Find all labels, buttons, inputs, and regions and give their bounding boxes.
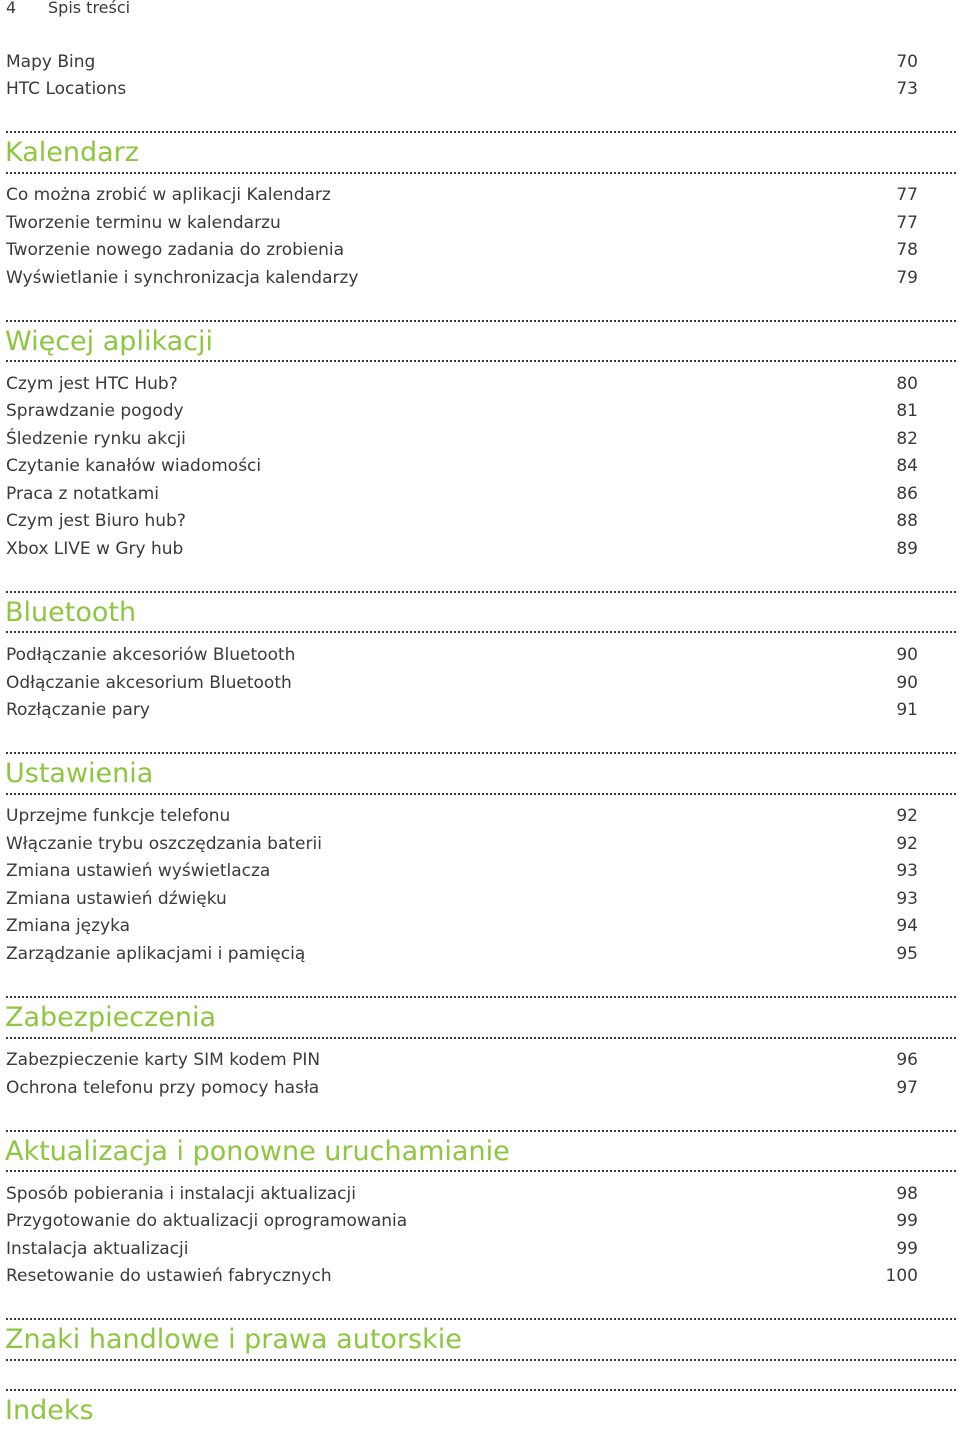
toc-entry-page: 73: [896, 79, 918, 99]
toc-entry-page: 93: [896, 861, 918, 881]
toc-entry-page: 84: [896, 456, 918, 476]
toc-entry[interactable]: [6, 912, 918, 940]
section-divider: [6, 591, 956, 593]
toc-entry-page: 82: [896, 429, 918, 449]
toc-entry-label: Czytanie kanałów wiadomości: [6, 456, 262, 476]
toc-entry[interactable]: [6, 480, 918, 508]
section-heading-zabezpieczenia[interactable]: Zabezpieczenia: [5, 1002, 217, 1033]
toc-entry-page: 97: [896, 1078, 918, 1098]
toc-entry-label: Xbox LIVE w Gry hub: [6, 539, 184, 559]
toc-entry[interactable]: [6, 397, 918, 425]
section-divider: [6, 996, 956, 998]
toc-entry[interactable]: [6, 75, 918, 103]
section-heading-wiecej-aplikacji[interactable]: Więcej aplikacji: [5, 326, 213, 357]
toc-entry[interactable]: [6, 885, 918, 913]
page-header-title: Spis treści: [48, 0, 131, 17]
toc-entry-label: Sposób pobierania i instalacji aktualizacji: [6, 1184, 356, 1204]
toc-entry-page: 92: [896, 806, 918, 826]
toc-entry[interactable]: [6, 830, 918, 858]
toc-entry-label: HTC Locations: [6, 79, 127, 99]
toc-entry-page: 98: [896, 1184, 918, 1204]
toc-entry[interactable]: [6, 1207, 918, 1235]
toc-entry-label: Zmiana języka: [6, 916, 131, 936]
toc-entry-label: Tworzenie terminu w kalendarzu: [6, 213, 281, 233]
section-divider: [6, 1037, 956, 1039]
toc-entry[interactable]: [6, 1180, 918, 1208]
toc-entry[interactable]: [6, 452, 918, 480]
toc-entry[interactable]: [6, 940, 918, 968]
toc-entry-label: Resetowanie do ustawień fabrycznych: [6, 1266, 332, 1286]
section-divider: [6, 1389, 956, 1391]
section-heading-aktualizacja[interactable]: Aktualizacja i ponowne uruchamianie: [5, 1136, 510, 1167]
toc-entry-page: 79: [896, 268, 918, 288]
toc-entry[interactable]: [6, 535, 918, 563]
toc-entry-label: Włączanie trybu oszczędzania baterii: [6, 834, 322, 854]
toc-entry-label: Rozłączanie pary: [6, 700, 150, 720]
section-heading-bluetooth[interactable]: Bluetooth: [5, 597, 137, 628]
section-heading-ustawienia[interactable]: Ustawienia: [5, 758, 154, 789]
toc-entry-page: 96: [896, 1050, 918, 1070]
toc-entry-page: 77: [896, 185, 918, 205]
toc-entry[interactable]: [6, 507, 918, 535]
toc-entry[interactable]: [6, 236, 918, 264]
section-divider: [6, 1359, 956, 1361]
toc-entry[interactable]: [6, 264, 918, 292]
toc-entry-page: 88: [896, 511, 918, 531]
toc-entry-page: 99: [896, 1211, 918, 1231]
toc-entry[interactable]: [6, 802, 918, 830]
toc-entry-label: Odłączanie akcesorium Bluetooth: [6, 673, 292, 693]
toc-entry[interactable]: [6, 696, 918, 724]
toc-entry-label: Śledzenie rynku akcji: [6, 429, 186, 449]
page-number: 4: [6, 0, 17, 17]
section-heading-kalendarz[interactable]: Kalendarz: [5, 137, 139, 168]
toc-entry-page: 90: [896, 645, 918, 665]
section-divider: [6, 320, 956, 322]
toc-entry[interactable]: [6, 857, 918, 885]
toc-entry-label: Czym jest HTC Hub?: [6, 374, 178, 394]
toc-entry-label: Co można zrobić w aplikacji Kalendarz: [6, 185, 331, 205]
toc-entry-page: 93: [896, 889, 918, 909]
toc-entry-label: Uprzejme funkcje telefonu: [6, 806, 231, 826]
toc-entry[interactable]: [6, 209, 918, 237]
toc-entry[interactable]: [6, 425, 918, 453]
toc-entry-page: 94: [896, 916, 918, 936]
toc-entry-page: 80: [896, 374, 918, 394]
toc-entry-page: 92: [896, 834, 918, 854]
section-heading-indeks[interactable]: Indeks: [5, 1395, 94, 1426]
section-divider: [6, 131, 956, 133]
toc-entry[interactable]: [6, 1074, 918, 1102]
toc-entry[interactable]: [6, 669, 918, 697]
toc-entry-page: 95: [896, 944, 918, 964]
toc-entry[interactable]: [6, 641, 918, 669]
toc-entry-label: Podłączanie akcesoriów Bluetooth: [6, 645, 296, 665]
section-heading-znaki-handlowe[interactable]: Znaki handlowe i prawa autorskie: [5, 1324, 462, 1355]
toc-entry-label: Wyświetlanie i synchronizacja kalendarzy: [6, 268, 359, 288]
section-divider: [6, 360, 956, 362]
toc-entry-page: 78: [896, 240, 918, 260]
toc-entry-label: Czym jest Biuro hub?: [6, 511, 186, 531]
toc-entry-label: Instalacja aktualizacji: [6, 1239, 189, 1259]
section-divider: [6, 631, 956, 633]
toc-entry[interactable]: [6, 1235, 918, 1263]
toc-entry-page: 90: [896, 673, 918, 693]
toc-entry-label: Zmiana ustawień dźwięku: [6, 889, 227, 909]
toc-entry-page: 81: [896, 401, 918, 421]
toc-entry-page: 100: [885, 1266, 918, 1286]
toc-entry-page: 70: [896, 52, 918, 72]
toc-entry[interactable]: [6, 1046, 918, 1074]
toc-entry-page: 91: [896, 700, 918, 720]
toc-entry-page: 86: [896, 484, 918, 504]
toc-entry[interactable]: [6, 48, 918, 76]
section-divider: [6, 1170, 956, 1172]
toc-entry[interactable]: [6, 1262, 918, 1290]
toc-entry-label: Sprawdzanie pogody: [6, 401, 184, 421]
toc-entry-label: Zarządzanie aplikacjami i pamięcią: [6, 944, 306, 964]
section-divider: [6, 793, 956, 795]
toc-entry[interactable]: [6, 181, 918, 209]
toc-entry[interactable]: [6, 370, 918, 398]
section-divider: [6, 1318, 956, 1320]
toc-entry-label: Przygotowanie do aktualizacji oprogramowania: [6, 1211, 408, 1231]
section-divider: [6, 752, 956, 754]
toc-entry-page: 77: [896, 213, 918, 233]
section-divider: [6, 172, 956, 174]
toc-entry-label: Ochrona telefonu przy pomocy hasła: [6, 1078, 320, 1098]
toc-entry-label: Tworzenie nowego zadania do zrobienia: [6, 240, 345, 260]
toc-entry-label: Zabezpieczenie karty SIM kodem PIN: [6, 1050, 321, 1070]
toc-entry-page: 89: [896, 539, 918, 559]
page-header: [6, 0, 130, 18]
toc-entry-page: 99: [896, 1239, 918, 1259]
toc-entry-label: Praca z notatkami: [6, 484, 160, 504]
toc-entry-label: Mapy Bing: [6, 52, 96, 72]
toc-entry-label: Zmiana ustawień wyświetlacza: [6, 861, 271, 881]
section-divider: [6, 1130, 956, 1132]
